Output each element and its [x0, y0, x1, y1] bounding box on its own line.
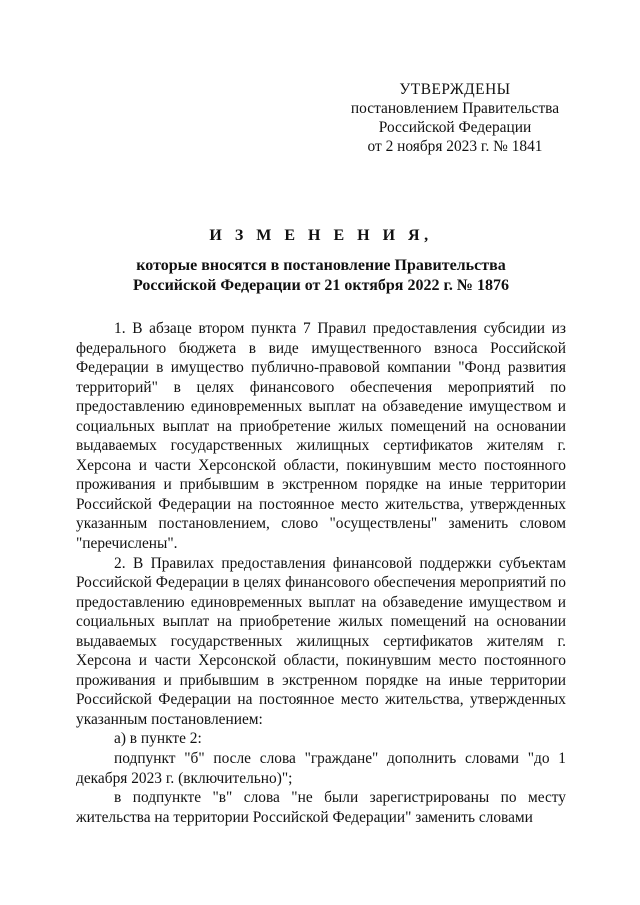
approval-line-2: Российской Федерации: [378, 119, 532, 136]
paragraph-2: 2. В Правилах предоставления финансовой поддержки субъектам Российской Федерации в целях финансового обеспечения мероприятий по предоставлению единовременных выплат на обзаведение имуществом и социальных выплат на приобретение жилых помещений на основании выдаваемых государственных жилищных сертификатов жителям г. Херсона и части Херсонской области, покинувшим место постоянного проживания и прибывшим в экстренном порядке на иные территории Российской Федерации на постоянное место жительства, утвержденных указанным постановлением:: [76, 554, 566, 728]
document-body: [76, 319, 566, 827]
paragraph-5: в подпункте "в" слова "не были зарегистрированы по месту жительства на территории Российской Федерации" заменить словами: [76, 789, 566, 826]
approval-line-1: постановлением Правительства: [350, 100, 560, 117]
heading-main: И З М Е Н Е Н И Я,: [209, 227, 433, 244]
approval-line-3: от 2 ноября 2023 г. № 1841: [367, 138, 543, 155]
document-heading: [76, 226, 566, 296]
paragraph-4: подпункт "б" после слова "граждане" дополнить словами "до 1 декабря 2023 г. (включительно)";: [76, 750, 566, 787]
approval-stamp: [330, 80, 580, 156]
heading-subtitle-2: Российской Федерации от 21 октября 2022 г. № 1876: [133, 277, 509, 294]
paragraph-3: а) в пункте 2:: [114, 730, 202, 748]
paragraph-1: 1. В абзаце втором пункта 7 Правил предоставления субсидии из федерального бюджета в виде имущественного взноса Российской Федерации в имущество публично-правовой компании "Фонд развития территорий" в целях финансового обеспечения мероприятий по предоставлению единовременных выплат на обзаведение имуществом и социальных выплат на приобретение жилых помещений на основании выдаваемых государственных жилищных сертификатов жителям г. Херсона и части Херсонской области, покинувшим место постоянного проживания и прибывшим в экстренном порядке на иные территории Российской Федерации на постоянное место жительства, утвержденных указанным постановлением, слово "осуществлены" заменить словом "перечислены".: [76, 320, 566, 553]
approval-title: УТВЕРЖДЕНЫ: [399, 81, 511, 98]
heading-subtitle-1: которые вносятся в постановление Правительства: [136, 257, 506, 274]
